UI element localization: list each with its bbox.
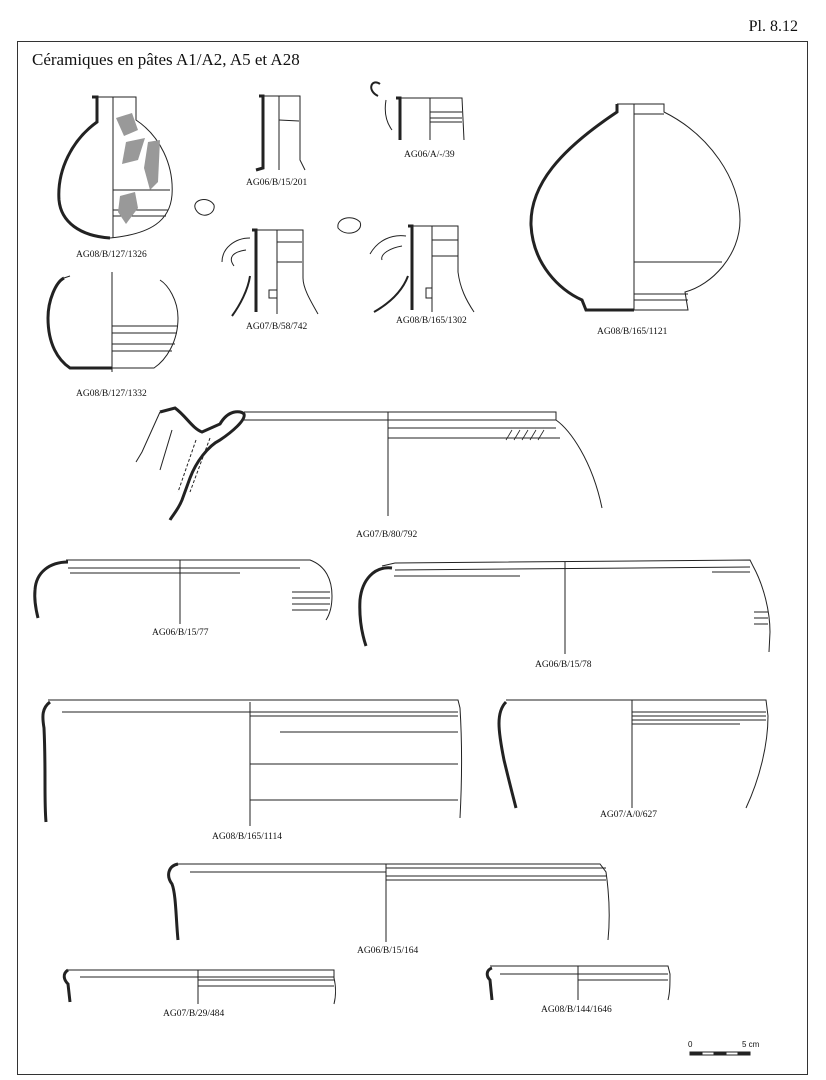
label-ag06-b-15-78: AG06/B/15/78 [535,660,592,670]
vessel-drawing-ag07-b-58-742 [195,200,318,316]
label-ag08-b-165-1302: AG08/B/165/1302 [396,316,467,326]
vessel-drawing-ag06-b-15-78 [360,560,770,654]
vessel-drawing-ag06-a-39 [371,82,464,140]
label-ag07-a-0-627: AG07/A/0/627 [600,810,657,820]
label-ag06-b-15-77: AG06/B/15/77 [152,628,209,638]
vessel-drawing-ag07-a-0-627 [499,700,768,808]
label-ag06-b-15-201: AG06/B/15/201 [246,178,308,188]
label-ag08-b-127-1332: AG08/B/127/1332 [76,389,147,399]
label-ag06-a-39: AG06/A/-/39 [404,150,455,160]
vessel-drawing-ag06-b-15-164 [169,864,610,942]
vessel-drawing-ag07-b-80-792 [136,408,602,520]
label-ag08-b-144-1646: AG08/B/144/1646 [541,1005,612,1015]
plate-number: Pl. 8.12 [748,18,798,35]
vessel-drawing-ag07-b-29-484 [64,970,335,1004]
scale-bar-end-label: 5 cm [742,1040,760,1049]
scale-bar [690,1052,750,1055]
label-ag07-b-58-742: AG07/B/58/742 [246,322,308,332]
plate-title: Céramiques en pâtes A1/A2, A5 et A28 [32,50,300,69]
vessel-drawing-ag08-b-165-1302 [338,218,474,312]
label-ag07-b-29-484: AG07/B/29/484 [163,1009,225,1019]
label-ag08-b-127-1326: AG08/B/127/1326 [76,250,147,260]
label-ag08-b-165-1121: AG08/B/165/1121 [597,327,668,337]
scale-bar-start-label: 0 [688,1040,693,1049]
label-ag07-b-80-792: AG07/B/80/792 [356,530,418,540]
vessel-drawing-ag08-b-165-1114 [43,700,462,826]
vessel-drawing-ag08-b-127-1332 [48,272,178,372]
vessel-drawing-ag08-b-165-1121 [531,104,740,310]
vessel-drawing-ag08-b-144-1646 [487,966,670,1000]
vessel-drawing-ag06-b-15-201 [256,96,305,170]
label-ag08-b-165-1114: AG08/B/165/1114 [212,832,283,842]
vessel-drawing-ag08-b-127-1326 [59,97,172,238]
label-ag06-b-15-164: AG06/B/15/164 [357,946,419,956]
vessel-drawing-ag06-b-15-77 [35,560,332,624]
